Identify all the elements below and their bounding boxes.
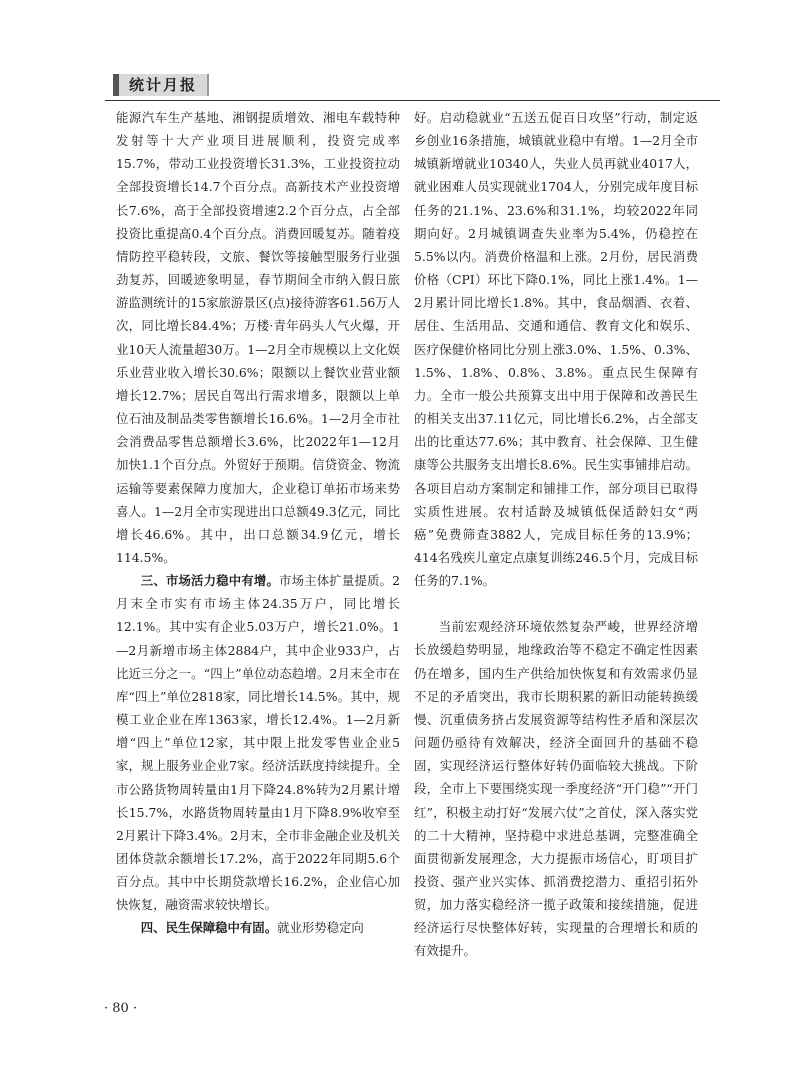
header-rule <box>105 100 720 101</box>
running-header <box>105 70 720 100</box>
section-heading-livelihood: 四、民生保障稳中有固。 <box>140 920 278 936</box>
page-number: · 80 · <box>104 1001 138 1016</box>
left-paragraph-2 <box>116 569 400 916</box>
right-column <box>414 106 698 963</box>
left-column <box>116 106 400 940</box>
section-tag: 统计月报 <box>113 74 209 96</box>
left-paragraph-2-body: 市场主体扩量提质。2月末全市实有市场主体24.35万户，同比增长12.1%。其中实有企业5.03万户，增长21.0%。1—2月新增市场主体2884户，其中企业933户，占比近三分之一。“四上”单位动态趋增。2月末全市在库“四上”单位2818家，同比增长14.5%。其中，规模工业企业在库1363家，增长12.4%。1—2月新增“四上”单位12家，其中限上批发零售业企业5家，规上服务业企业7家。经济活跃度持续提升。全市公路货物周转量由1月下降24.8%转为2月累计增长15.7%，水路货物周转量由1月下降8.9%收窄至2月累计下降3.4%。2月末，全市非金融企业及机关团体贷款余额增长17.2%，高于2022年同期5.6个百分点。其中中长期贷款增长16.2%，企业信心加快恢复，融资需求较快增长。 <box>116 573 401 913</box>
left-paragraph-3-body: 就业形势稳定向 <box>277 920 364 936</box>
left-paragraph-1: 能源汽车生产基地、湘钢提质增效、湘电车载特种发射等十大产业项目进展顺利，投资完成率15.7%，带动工业投资增长31.3%，工业投资拉动全部投资增长14.7个百分点。高新技术产业投资增长7.6%，高于全部投资增速2.2个百分点，占全部投资比重提高0.4个百分点。消费回暖复苏。随着疫情防控平稳转段，文旅、餐饮等接触型服务行业强劲复苏，回暖迹象明显，春节期间全市纳入假日旅游监测统计的15家旅游景区(点)接待游客61.56万人次，同比增长84.4%；万楼·青年码头人气火爆，开业10天人流量超30万。1—2月全市规模以上文化娱乐业营业收入增长30.6%；限额以上餐饮业营业额增长12.7%；居民自驾出行需求增多，限额以上单位石油及制品类零售额增长16.6%。1—2月全市社会消费品零售总额增长3.6%，比2022年1—12月加快1.1个百分点。外贸好于预期。信贷资金、物流运输等要素保障力度加大，企业稳订单拓市场来势喜人。1—2月全市实现进出口总额49.3亿元，同比增长46.6%。其中，出口总额34.9亿元，增长114.5%。 <box>116 110 400 565</box>
section-heading-market: 三、市场活力稳中有增。 <box>140 573 280 589</box>
left-paragraph-3 <box>116 916 400 939</box>
right-paragraph-2: 当前宏观经济环境依然复杂严峻，世界经济增长放缓趋势明显，地缘政治等不稳定不确定性因素仍在增多，国内生产供给加快恢复和有效需求仍显不足的矛盾突出，我市长期积累的新旧动能转换缓慢、沉重债务挤占发展资源等结构性矛盾和深层次问题仍亟待有效解决，经济全面回升的基础不稳固，实现经济运行整体好转仍面临较大挑战。下阶段，全市上下要围绕实现一季度经济“开门稳”“开门红”，积极主动打好“发展六仗”之首仗，深入落实党的二十大精神，坚持稳中求进总基调，完整准确全面贯彻新发展理念，大力提振市场信心，盯项目扩投资、强产业兴实体、抓消费挖潜力、重招引拓外贸，加力落实稳经济一揽子政策和接续措施，促进经济运行尽快整体好转，实现量的合理增长和质的有效提升。 <box>414 619 698 959</box>
right-paragraph-1: 好。启动稳就业“五送五促百日攻坚”行动，制定返乡创业16条措施，城镇就业稳中有增。1—2月全市城镇新增就业10340人，失业人员再就业4017人，就业困难人员实现就业1704人，分别完成年度目标任务的21.1%、23.6%和31.1%，均较2022年同期向好。2月城镇调查失业率为5.4%，仍稳控在5.5%以内。消费价格温和上涨。2月份，居民消费价格（CPI）环比下降0.1%，同比上涨1.4%。1—2月累计同比增长1.8%。其中，食品烟酒、衣着、居住、生活用品、交通和通信、教育文化和娱乐、医疗保健价格同比分别上涨3.0%、1.5%、0.3%、1.5%、1.8%、0.8%、3.8%。重点民生保障有力。全市一般公共预算支出中用于保障和改善民生的相关支出37.11亿元，同比增长6.2%，占全部支出的比重达77.6%；其中教育、社会保障、卫生健康等公共服务支出增长8.6%。民生实事铺排启动。各项目启动方案制定和铺排工作，部分项目已取得实质性进展。农村适龄及城镇低保适龄妇女“两癌”免费筛查3882人，完成目标任务的13.9%；414名残疾儿童定点康复训练246.5个月，完成目标任务的7.1%。 <box>414 110 698 589</box>
